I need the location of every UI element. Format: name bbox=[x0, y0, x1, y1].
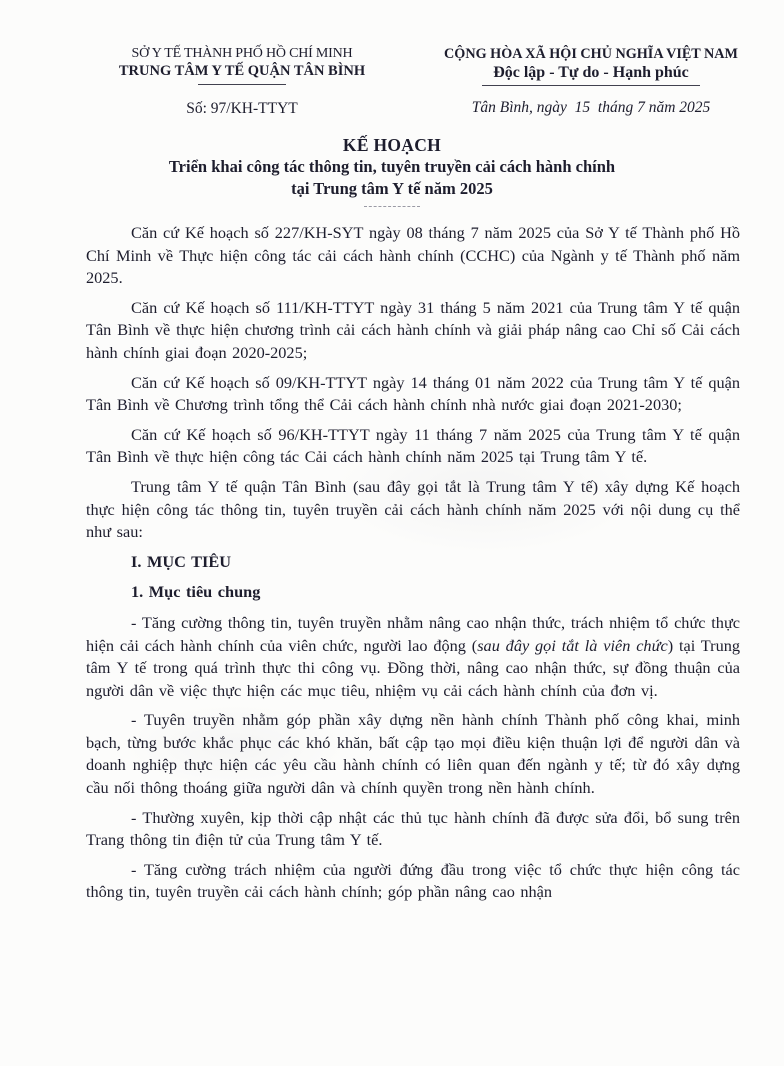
national-motto: Độc lập - Tự do - Hạnh phúc bbox=[493, 64, 689, 81]
section-heading-muc-tieu: I. MỤC TIÊU bbox=[131, 551, 231, 571]
objective-bullet-1-italic-note: sau đây gọi tắt là viên chức bbox=[477, 635, 668, 655]
objective-bullet-2: - Tuyên truyền nhằm góp phần xây dựng nền hành chính Thành phố công khai, minh bạch, từng bước khắc phục các khó khăn, bất cập tạo mọi điều kiện thuận lợi để người dân và doanh nghiệp thực hiện các yêu cầu hành chính có liên quan đến ngành y tế; từ đó xây dựng cầu nối thông thoáng giữa người dân và chính quyền trong nền hành chính. bbox=[86, 710, 740, 798]
objective-bullet-4: - Tăng cường trách nhiệm của người đứng đầu trong việc tổ chức thực hiện công tác thông tin, tuyên truyền cải cách hành chính; góp phần nâng cao nhận bbox=[86, 859, 740, 902]
document-type-title: KẾ HOẠCH bbox=[342, 135, 442, 155]
preamble-paragraph-2: Căn cứ Kế hoạch số 111/KH-TTYT ngày 31 tháng 5 năm 2021 của Trung tâm Y tế quận Tân Bình về thực hiện chương trình cải cách hành chính và giải pháp nâng cao Chỉ số Cải cách hành chính giai đoạn 2020-2025; bbox=[86, 297, 740, 362]
title-block bbox=[0, 135, 784, 207]
national-title: CỘNG HÒA XÃ HỘI CHỦ NGHĨA VIỆT NAM bbox=[444, 46, 738, 62]
place-date-line: Tân Bình, ngày 15 tháng 7 năm 2025 bbox=[471, 99, 711, 116]
issuer-parent-name: SỞ Y TẾ THÀNH PHỐ HỒ CHÍ MINH bbox=[131, 46, 353, 61]
motto-divider bbox=[482, 85, 700, 86]
preamble-paragraph-3: Căn cứ Kế hoạch số 09/KH-TTYT ngày 14 tháng 01 năm 2022 của Trung tâm Y tế quận Tân Bình về Chương trình tổng thể Cải cách hành chính nhà nước giai đoạn 2021-2030; bbox=[86, 372, 740, 415]
document-subtitle-line1: Triển khai công tác thông tin, tuyên truyền cải cách hành chính bbox=[168, 157, 616, 176]
preamble-paragraph-1: Căn cứ Kế hoạch số 227/KH-SYT ngày 08 tháng 7 năm 2025 của Sở Y tế Thành phố Hồ Chí Minh về Thực hiện công tác cải cách hành chính (CCHC) của Ngành y tế Thành phố năm 2025. bbox=[86, 223, 740, 288]
issuer-divider bbox=[198, 84, 286, 85]
objective-bullet-1 bbox=[86, 612, 740, 702]
title-dashed-divider bbox=[364, 206, 420, 207]
document-subtitle-line2: tại Trung tâm Y tế năm 2025 bbox=[291, 179, 493, 198]
preamble-paragraph-5: Trung tâm Y tế quận Tân Bình (sau đây gọi tắt là Trung tâm Y tế) xây dựng Kế hoạch thực hiện công tác thông tin, tuyên truyền cải cách hành chính năm 2025 với nội dung cụ thể như sau: bbox=[86, 476, 740, 542]
subsection-heading-muc-tieu-chung: 1. Mục tiêu chung bbox=[131, 582, 261, 602]
objective-bullet-3: - Thường xuyên, kịp thời cập nhật các thủ tục hành chính đã được sửa đổi, bổ sung trên Trang thông tin điện tử của Trung tâm Y tế. bbox=[86, 807, 740, 850]
objective-bullet-1-text-cont: ) tại Trung tâm Y tế trong quá trình thực thi công vụ. Đồng thời, nâng cao nhận thức, sự đồng thuận của người dân về việc thực hiện các mục tiêu, nhiệm vụ cải cách hành chính của đơn vị. bbox=[86, 635, 741, 700]
national-motto-block bbox=[416, 46, 766, 118]
issuer-block bbox=[76, 46, 408, 118]
preamble-paragraph-4: Căn cứ Kế hoạch số 96/KH-TTYT ngày 11 tháng 7 năm 2025 của Trung tâm Y tế quận Tân Bình về thực hiện công tác Cải cách hành chính năm 2025 tại Trung tâm Y tế. bbox=[86, 424, 740, 467]
document-header bbox=[0, 0, 784, 118]
issuer-name: TRUNG TÂM Y TẾ QUẬN TÂN BÌNH bbox=[118, 63, 366, 79]
document-body bbox=[86, 222, 740, 904]
objective-bullet-1-text: - Tăng cường thông tin, tuyên truyền nhằm nâng cao nhận thức, trách nhiệm tổ chức thực hiện cải cách hành chính của viên chức, người lao động ( bbox=[86, 612, 740, 655]
document-number: Số: 97/KH-TTYT bbox=[186, 100, 298, 117]
